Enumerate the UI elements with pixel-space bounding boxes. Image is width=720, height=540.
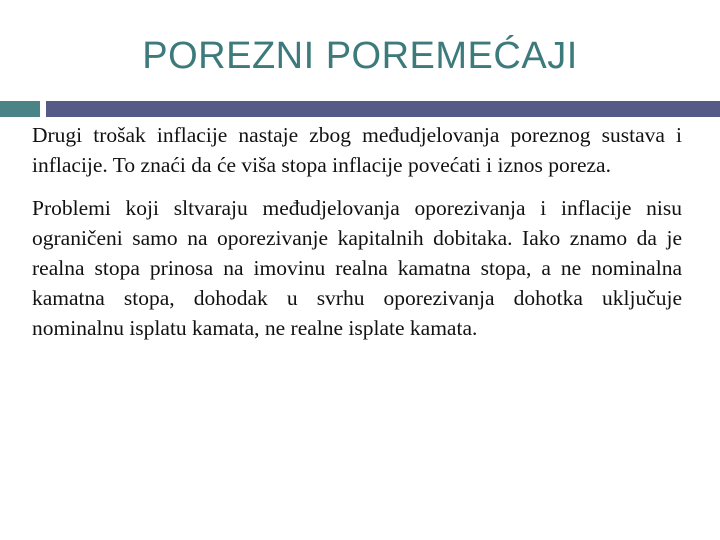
slide-body: [32, 120, 682, 356]
body-paragraph-2: Problemi koji sltvaraju međudjelovanja oporezivanja i inflacije nisu ograničeni samo na oporezivanje kapitalnih dobitaka. Iako znamo da je realna stopa prinosa na imovinu realna kamatna stopa, a ne nominalna kamatna stopa, dohodak u svrhu oporezivanja dohotka uključuje nominalnu isplatu kamata, ne realne isplate kamata.: [32, 196, 682, 340]
body-paragraph-1: Drugi trošak inflacije nastaje zbog međudjelovanja poreznog sustava i inflacije. To znaći da će viša stopa inflacije povećati i iznos poreza.: [32, 123, 682, 177]
slide-title: POREZNI POREMEĆAJI: [142, 35, 578, 77]
title-divider-accent: [0, 101, 40, 117]
title-divider-bar: [46, 101, 720, 117]
